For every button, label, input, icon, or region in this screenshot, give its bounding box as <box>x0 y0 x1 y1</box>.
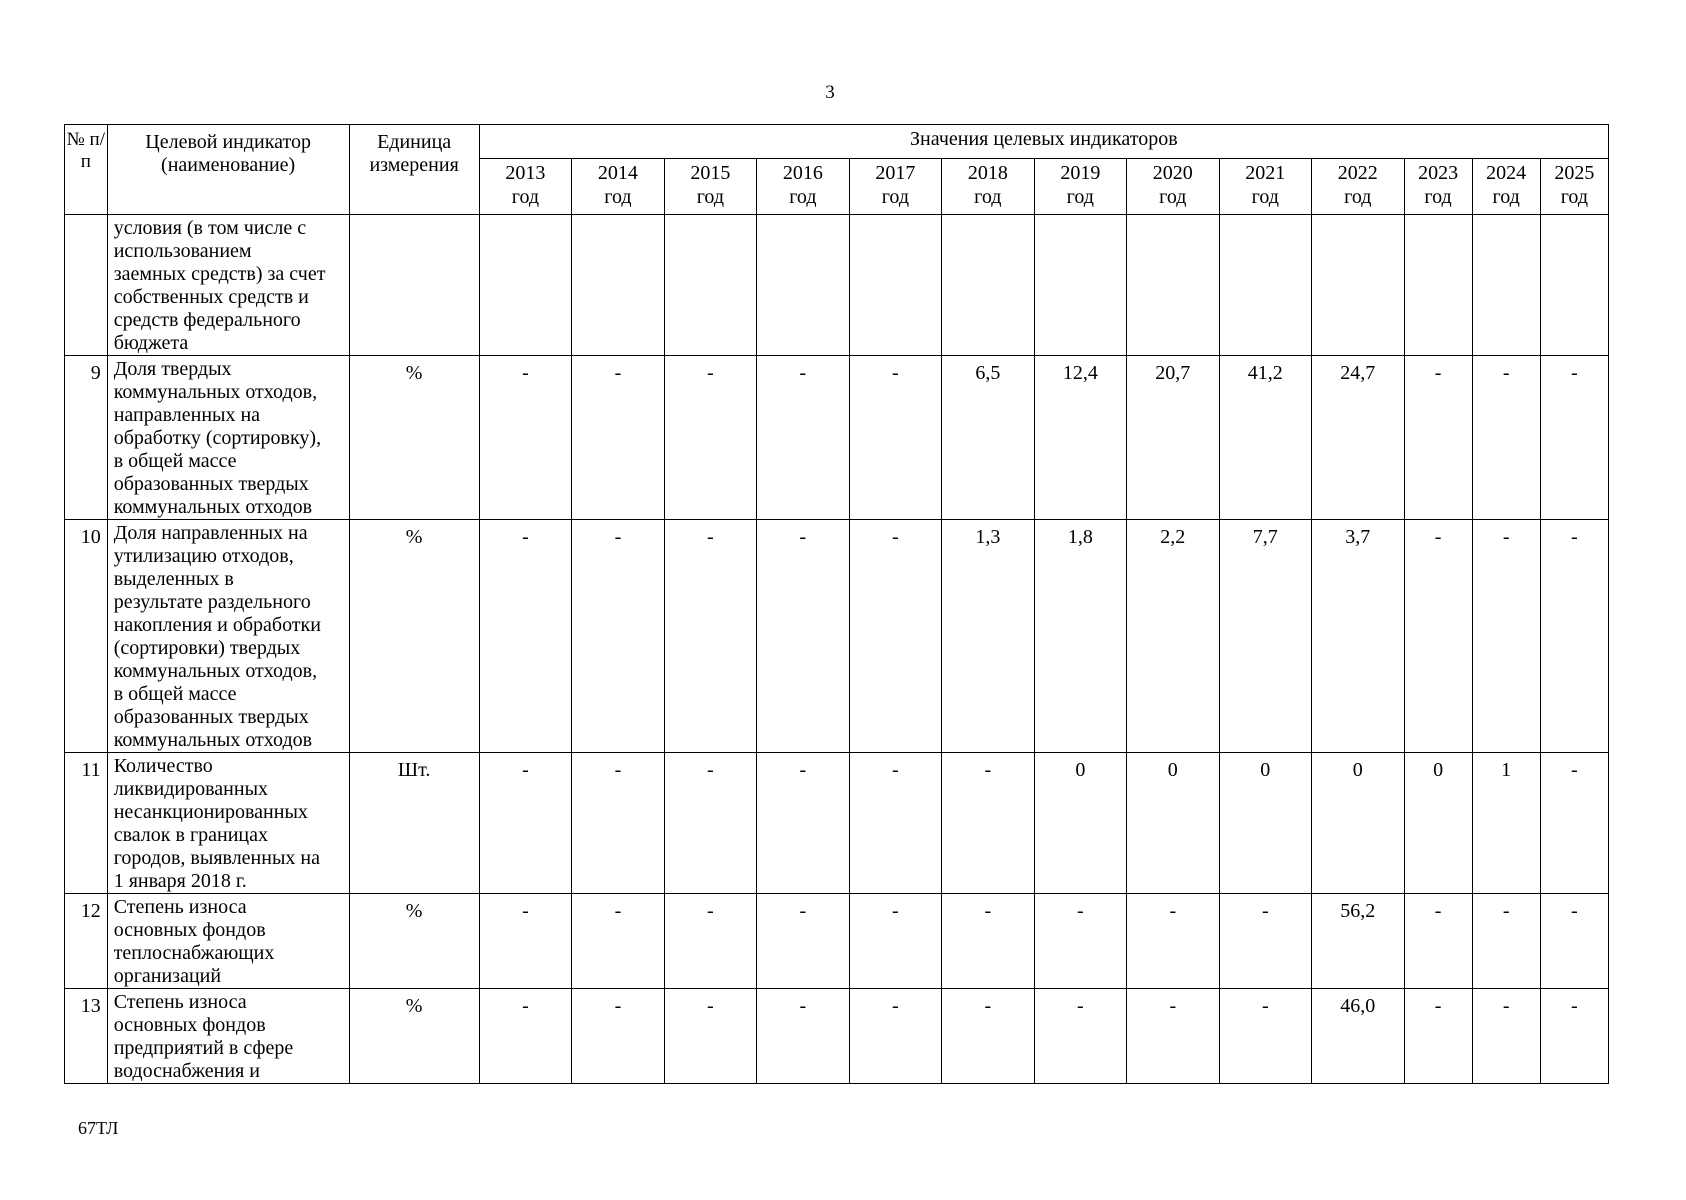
value-cell-2013 <box>479 215 571 356</box>
indicator-name <box>107 894 349 989</box>
value-cell-2015: - <box>664 753 756 894</box>
value-cell-2020: - <box>1127 894 1219 989</box>
page-number: 3 <box>825 82 835 103</box>
header-name: Целевой индикатор (наименование) <box>107 125 349 215</box>
unit-cell <box>349 215 479 356</box>
indicator-name-line: Степень износа <box>113 896 247 918</box>
value-cell-2013: - <box>479 356 571 520</box>
value-cell-2020: 0 <box>1127 753 1219 894</box>
value-cell-2020: 20,7 <box>1127 356 1219 520</box>
value-cell-2019 <box>1034 215 1126 356</box>
year-label: 2022 <box>1337 162 1378 184</box>
value-cell-2021: 7,7 <box>1219 520 1311 753</box>
header-year-2017 <box>849 159 941 215</box>
indicator-name <box>107 356 349 520</box>
value-cell-2013: - <box>479 753 571 894</box>
value-cell-2020: - <box>1127 989 1219 1084</box>
value-cell-2015: - <box>664 894 756 989</box>
indicator-name-line: коммунальных отходов, <box>113 381 318 403</box>
header-year-2025 <box>1540 159 1608 215</box>
value-cell-2024: - <box>1472 356 1540 520</box>
unit-cell: % <box>349 520 479 753</box>
value-cell-2016: - <box>757 989 849 1084</box>
year-label: 2020 <box>1152 162 1193 184</box>
value-cell-2024: - <box>1472 894 1540 989</box>
unit-cell: Шт. <box>349 753 479 894</box>
value-cell-2013: - <box>479 894 571 989</box>
header-year-2016 <box>757 159 849 215</box>
value-cell-2019: 1,8 <box>1034 520 1126 753</box>
indicator-name-line: обработку (сортировку), <box>113 427 322 449</box>
target-indicators-table <box>64 124 1609 1084</box>
value-cell-2025 <box>1540 215 1608 356</box>
value-cell-2013: - <box>479 520 571 753</box>
year-label: 2016 <box>782 162 823 184</box>
value-cell-2015 <box>664 215 756 356</box>
value-cell-2022: 0 <box>1312 753 1404 894</box>
header-year-2018 <box>942 159 1034 215</box>
header-unit: Единица измерения <box>349 125 479 215</box>
table-body <box>65 215 1609 1084</box>
indicator-name <box>107 215 349 356</box>
year-label: 2014 <box>597 162 638 184</box>
value-cell-2014: - <box>572 894 664 989</box>
indicator-name-line: Степень износа <box>113 991 247 1013</box>
value-cell-2025: - <box>1540 753 1608 894</box>
value-cell-2018: - <box>942 989 1034 1084</box>
value-cell-2016: - <box>757 753 849 894</box>
value-cell-2025: - <box>1540 989 1608 1084</box>
value-cell-2022: 3,7 <box>1312 520 1404 753</box>
year-suffix: год <box>1159 186 1187 208</box>
value-cell-2023: - <box>1404 989 1472 1084</box>
value-cell-2020: 2,2 <box>1127 520 1219 753</box>
indicator-name <box>107 520 349 753</box>
value-cell-2017: - <box>849 520 941 753</box>
year-label: 2018 <box>967 162 1008 184</box>
year-label: 2013 <box>505 162 546 184</box>
indicator-name-line: предприятий в сфере <box>113 1037 294 1059</box>
value-cell-2014: - <box>572 989 664 1084</box>
indicator-name-line: бюджета <box>113 332 189 354</box>
indicator-name-line: направленных на <box>113 404 261 426</box>
row-number <box>65 215 108 356</box>
indicator-name-line: в общей массе <box>113 683 237 705</box>
value-cell-2021: - <box>1219 894 1311 989</box>
value-cell-2016: - <box>757 356 849 520</box>
value-cell-2017 <box>849 215 941 356</box>
value-cell-2025: - <box>1540 520 1608 753</box>
row-number: 13 <box>65 989 108 1084</box>
indicator-name-line: средств федерального <box>113 309 301 331</box>
value-cell-2017: - <box>849 894 941 989</box>
value-cell-2019: - <box>1034 894 1126 989</box>
value-cell-2021: 41,2 <box>1219 356 1311 520</box>
table-row <box>65 753 1609 894</box>
year-suffix: год <box>1344 186 1372 208</box>
value-cell-2022: 56,2 <box>1312 894 1404 989</box>
indicator-name-line: результате раздельного <box>113 591 311 613</box>
header-values-group: Значения целевых индикаторов <box>479 125 1608 159</box>
indicator-name-line: несанкционированных <box>113 801 308 823</box>
indicator-name-line: Доля направленных на <box>113 522 308 544</box>
value-cell-2014: - <box>572 753 664 894</box>
value-cell-2018: 1,3 <box>942 520 1034 753</box>
header-year-2020 <box>1127 159 1219 215</box>
header-year-2022 <box>1312 159 1404 215</box>
header-year-2013 <box>479 159 571 215</box>
year-label: 2023 <box>1418 162 1459 184</box>
year-label: 2024 <box>1486 162 1527 184</box>
value-cell-2015: - <box>664 989 756 1084</box>
indicator-name-line: образованных твердых <box>113 473 309 495</box>
value-cell-2016 <box>757 215 849 356</box>
year-label: 2021 <box>1245 162 1286 184</box>
indicator-name-line: водоснабжения и <box>113 1060 260 1082</box>
value-cell-2015: - <box>664 356 756 520</box>
year-suffix: год <box>696 186 725 208</box>
indicator-name-line: 1 января 2018 г. <box>113 870 247 892</box>
value-cell-2024: - <box>1472 520 1540 753</box>
value-cell-2024: - <box>1472 989 1540 1084</box>
value-cell-2019: 12,4 <box>1034 356 1126 520</box>
indicator-name-line: в общей массе <box>113 450 237 472</box>
table-row <box>65 989 1609 1084</box>
indicator-name-line: (сортировки) твердых <box>113 637 301 659</box>
table-row <box>65 356 1609 520</box>
table-row <box>65 215 1609 356</box>
year-suffix: год <box>1251 186 1279 208</box>
row-number: 11 <box>65 753 108 894</box>
value-cell-2014 <box>572 215 664 356</box>
value-cell-2018 <box>942 215 1034 356</box>
value-cell-2017: - <box>849 356 941 520</box>
year-suffix: год <box>789 186 817 208</box>
value-cell-2022: 46,0 <box>1312 989 1404 1084</box>
header-year-2014 <box>572 159 664 215</box>
year-suffix: год <box>1560 186 1588 208</box>
indicator-name <box>107 989 349 1084</box>
indicator-name-line: основных фондов <box>113 919 266 941</box>
row-number: 10 <box>65 520 108 753</box>
value-cell-2014: - <box>572 520 664 753</box>
indicator-name-line: организаций <box>113 965 222 987</box>
indicator-name-line: использованием <box>113 240 252 262</box>
value-cell-2017: - <box>849 753 941 894</box>
value-cell-2023: 0 <box>1404 753 1472 894</box>
value-cell-2023: - <box>1404 356 1472 520</box>
value-cell-2021: - <box>1219 989 1311 1084</box>
indicator-name-line: утилизацию отходов, <box>113 545 294 567</box>
year-label: 2025 <box>1554 162 1595 184</box>
row-number: 12 <box>65 894 108 989</box>
indicator-name-line: основных фондов <box>113 1014 266 1036</box>
header-year-2015 <box>664 159 756 215</box>
year-suffix: год <box>511 186 540 208</box>
indicator-name-line: коммунальных отходов <box>113 729 313 751</box>
value-cell-2018: 6,5 <box>942 356 1034 520</box>
year-label: 2019 <box>1060 162 1101 184</box>
table-header <box>65 125 1609 215</box>
value-cell-2019: - <box>1034 989 1126 1084</box>
indicator-name-line: образованных твердых <box>113 706 309 728</box>
indicator-name <box>107 753 349 894</box>
header-num: № п/п <box>65 125 108 215</box>
document-code: 67ТЛ <box>78 1118 119 1138</box>
indicator-name-line: коммунальных отходов, <box>113 660 318 682</box>
value-cell-2025: - <box>1540 356 1608 520</box>
value-cell-2014: - <box>572 356 664 520</box>
value-cell-2024: 1 <box>1472 753 1540 894</box>
value-cell-2016: - <box>757 520 849 753</box>
value-cell-2023: - <box>1404 894 1472 989</box>
value-cell-2020 <box>1127 215 1219 356</box>
value-cell-2017: - <box>849 989 941 1084</box>
year-suffix: год <box>1066 186 1094 208</box>
year-label: 2017 <box>875 162 916 184</box>
unit-cell: % <box>349 356 479 520</box>
value-cell-2018: - <box>942 894 1034 989</box>
indicator-name-line: Доля твердых <box>113 358 232 380</box>
value-cell-2022: 24,7 <box>1312 356 1404 520</box>
indicator-name-line: ликвидированных <box>113 778 269 800</box>
indicator-name-line: накопления и обработки <box>113 614 321 636</box>
indicator-name-line: коммунальных отходов <box>113 496 313 518</box>
indicator-name-line: Количество <box>113 755 213 777</box>
value-cell-2021 <box>1219 215 1311 356</box>
value-cell-2018: - <box>942 753 1034 894</box>
year-suffix: год <box>974 186 1002 208</box>
header-row-top <box>65 125 1609 159</box>
header-year-2021 <box>1219 159 1311 215</box>
value-cell-2023: - <box>1404 520 1472 753</box>
unit-cell: % <box>349 894 479 989</box>
indicator-name-line: выделенных в <box>113 568 234 590</box>
value-cell-2015: - <box>664 520 756 753</box>
table-row <box>65 520 1609 753</box>
indicator-name-line: собственных средств и <box>113 286 309 308</box>
header-year-2023 <box>1404 159 1472 215</box>
year-suffix: год <box>1492 186 1520 208</box>
header-year-2024 <box>1472 159 1540 215</box>
indicator-name-line: теплоснабжающих <box>113 942 275 964</box>
value-cell-2016: - <box>757 894 849 989</box>
indicator-name-line: свалок в границах <box>113 824 269 846</box>
row-number: 9 <box>65 356 108 520</box>
year-suffix: год <box>1424 186 1452 208</box>
header-year-2019 <box>1034 159 1126 215</box>
value-cell-2019: 0 <box>1034 753 1126 894</box>
value-cell-2024 <box>1472 215 1540 356</box>
year-suffix: год <box>881 186 909 208</box>
value-cell-2022 <box>1312 215 1404 356</box>
year-suffix: год <box>604 186 632 208</box>
table-row <box>65 894 1609 989</box>
value-cell-2013: - <box>479 989 571 1084</box>
unit-cell: % <box>349 989 479 1084</box>
indicator-name-line: городов, выявленных на <box>113 847 320 869</box>
year-label: 2015 <box>690 162 731 184</box>
value-cell-2021: 0 <box>1219 753 1311 894</box>
indicator-name-line: заемных средств) за счет <box>113 263 326 285</box>
value-cell-2025: - <box>1540 894 1608 989</box>
indicator-name-line: условия (в том числе с <box>113 217 307 239</box>
value-cell-2023 <box>1404 215 1472 356</box>
